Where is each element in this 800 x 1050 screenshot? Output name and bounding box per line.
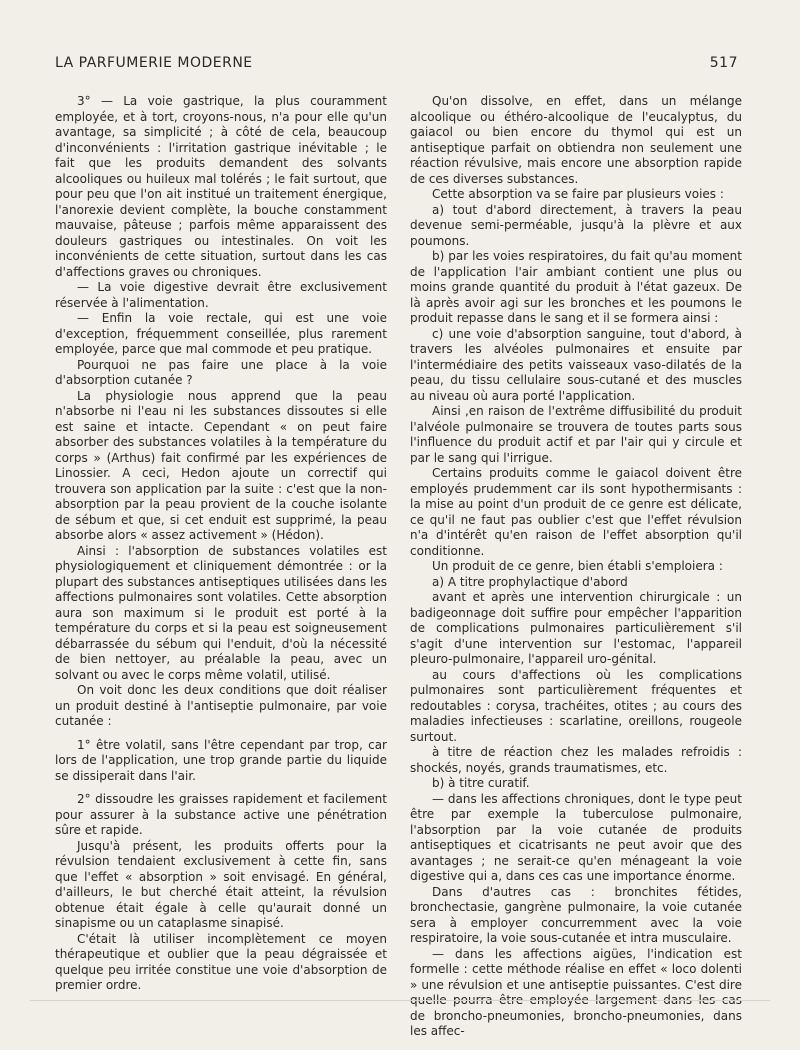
page-number: 517: [709, 55, 738, 71]
paragraph: — La voie digestive devrait être exclusivement réservée à l'alimentation.: [55, 280, 387, 310]
paragraph: — Enfin la voie rectale, qui est une voie d'exception, fréquemment conseillée, plus rarement employée, parce que mal commode et peu pratique.: [55, 311, 387, 356]
paragraph: a) tout d'abord directement, à travers la peau devenue semi-perméable, jusqu'à la plèvre et aux poumons.: [410, 202, 742, 248]
paragraph: b) à titre curatif.: [432, 776, 530, 790]
paragraph: a) A titre prophylactique d'abord: [432, 574, 628, 589]
paragraph: Cette absorption va se faire par plusieurs voies :: [432, 187, 724, 201]
paragraph: 3° — La voie gastrique, la plus couramment employée, et à tort, croyons-nous, n'a pour elle qu'un avantage, sa simplicité ; à côté de cela, beaucoup d'inconvénients : l'irritation gastrique inévitable ; le fait que les produits demandent des solvants alcooliques ou huileux mal tolérés ; le fait surtout, que pour peu que l'on ait institué un traitement énergique, l'anorexie devient complète, la bouche constamment mauvaise, pâteuse ; parfois même apparaissent des douleurs gastriques ou intestinales. On voit les inconvénients de cette situation, surtout dans les cas d'affections graves ou chroniques.: [55, 94, 387, 279]
right-column: [410, 94, 742, 1040]
paragraph: Qu'on dissolve, en effet, dans un mélange alcoolique ou éthéro-alcoolique de l'eucalyptus, du gaiacol ou bien encore du thymol qui est un antiseptique parfait on obtiendra non seulement une réaction révulsive, mais encore une absorption rapide de ces diverses substances.: [410, 94, 742, 186]
paragraph: — dans les affections aigües, l'indication est formelle : cette méthode réalise en effet « loco dolenti » une révulsion et une antiseptie puissantes. C'est dire quelle pourra être employée largement dans les cas de broncho-pneumonies, broncho-pneumonies, dans les affec-: [410, 946, 742, 1038]
paragraph: Ainsi : l'absorption de substances volatiles est physiologiquement et cliniquement démontrée : or la plupart des substances antiseptiques utilisées dans les affections pulmonaires sont volatiles. Cette absorption aura son maximum si le produit est porté à la température du corps et si la peau est soigneusement débarrassée du sébum qui l'enduit, d'où la nécessité de bien nettoyer, au préalable la peau, avec un solvant ou avec le corps même volatil, utilisé.: [55, 543, 387, 682]
paragraph: La physiologie nous apprend que la peau n'absorbe ni l'eau ni les substances dissoutes si elle est saine et intacte. Cependant « on peut faire absorber des substances volatiles à la température du corps » (Arthus) fait confirmé par les expériences de Linossier. A ceci, Hedon ajoute un correctif qui trouvera son application par la suite : c'est que la non-absorption par la peau provient de la couche isolante de sébum et que, si cet enduit est supprimé, la peau absorbe alors « assez activement » (Hédon).: [55, 388, 387, 542]
paragraph: Pourquoi ne pas faire une place à la voie d'absorption cutanée ?: [55, 357, 387, 387]
paragraph: b) par les voies respiratoires, du fait qu'au moment de l'application l'air ambiant contient une plus ou moins grande quantité du produit à l'état gazeux. De là après avoir agi sur les bronches et les poumons le produit repasse dans le sang et il se formera ainsi :: [410, 249, 742, 325]
paragraph: Dans d'autres cas : bronchites fétides, bronchectasie, gangrène pulmonaire, la voie cutanée sera à employer concurremment avec la voie respiratoire, la voie sous-cutanée et intra musculaire.: [410, 884, 742, 945]
running-title: LA PARFUMERIE MODERNE: [55, 55, 253, 71]
paragraph: On voit donc les deux conditions que doit réaliser un produit destiné à l'antiseptie pulmonaire, par voie cutanée :: [55, 683, 387, 728]
paragraph: avant et après une intervention chirurgicale : un badigeonnage doit suffire pour empêcher l'apparition de complications pulmonaires particulièrement s'il s'agit d'une intervention sur l'estomac, l'appareil pleuro-pulmonaire, l'appareil uro-génital.: [410, 590, 742, 666]
paragraph: au cours d'affections où les complications pulmonaires sont particulièrement fréquentes et redoutables : corysa, trachéites, otites ; au cours des maladies infectieuses : scarlatine, oreillons, rougeole surtout.: [410, 667, 742, 744]
paragraph: Ainsi ,en raison de l'extrême diffusibilité du produit l'alvéole pulmonaire se trouvera de toutes parts sous l'influence du produit actif et par l'air qui y circule et par le sang qui l'irrigue.: [410, 404, 742, 465]
paragraph: Certains produits comme le gaiacol doivent être employés prudemment car ils sont hypothermisants : la mise au point d'un produit de ce genre est délicate, ce qu'il ne faut pas oublier c'est que l'effet révulsion n'a d'intérêt qu'en raison de l'effet absorption qu'il conditionne.: [410, 466, 742, 558]
left-column: [55, 94, 387, 994]
page-header: [55, 55, 738, 71]
paragraph: à titre de réaction chez les malades refroidis : shockés, noyés, grands traumatismes, etc.: [410, 745, 742, 775]
paragraph: 1° être volatil, sans l'être cependant par trop, car lors de l'application, une trop grande partie du liquide se dissiperait dans l'air.: [55, 737, 387, 783]
paragraph: C'était là utiliser incomplètement ce moyen thérapeutique et oublier que la peau dégraissée et quelque peu irritée constitue une voie d'absorption de premier ordre.: [55, 931, 387, 992]
paragraph: 2° dissoudre les graisses rapidement et facilement pour assurer à la substance active une pénétration sûre et rapide.: [55, 792, 387, 837]
paragraph: Un produit de ce genre, bien établi s'emploiera :: [432, 559, 723, 573]
bottom-rule: [30, 1000, 770, 1001]
paragraph: c) une voie d'absorption sanguine, tout d'abord, à travers les alvéoles pulmonaires et ensuite par l'intermédiaire des petits vaisseaux vaso-dilatés de la peau, du tissu cellulaire sous-cutané et des muscles au niveau où aura porté l'application.: [410, 326, 742, 403]
paragraph: Jusqu'à présent, les produits offerts pour la révulsion tendaient exclusivement à cette fin, sans que l'effet « absorption » soit envisagé. En général, d'ailleurs, le but cherché était atteint, la révulsion obtenue était égale à celle qu'aurait donné un sinapisme ou un cataplasme sinapisé.: [55, 838, 387, 930]
paragraph: — dans les affections chroniques, dont le type peut être par exemple la tuberculose pulmonaire, l'absorption par la voie cutanée de produits antiseptiques et cicatrisants ne peut avoir que des avantages ; ne serait-ce qu'en ménageant la voie digestive qui a, dans ces cas une importance énorme.: [410, 791, 742, 883]
